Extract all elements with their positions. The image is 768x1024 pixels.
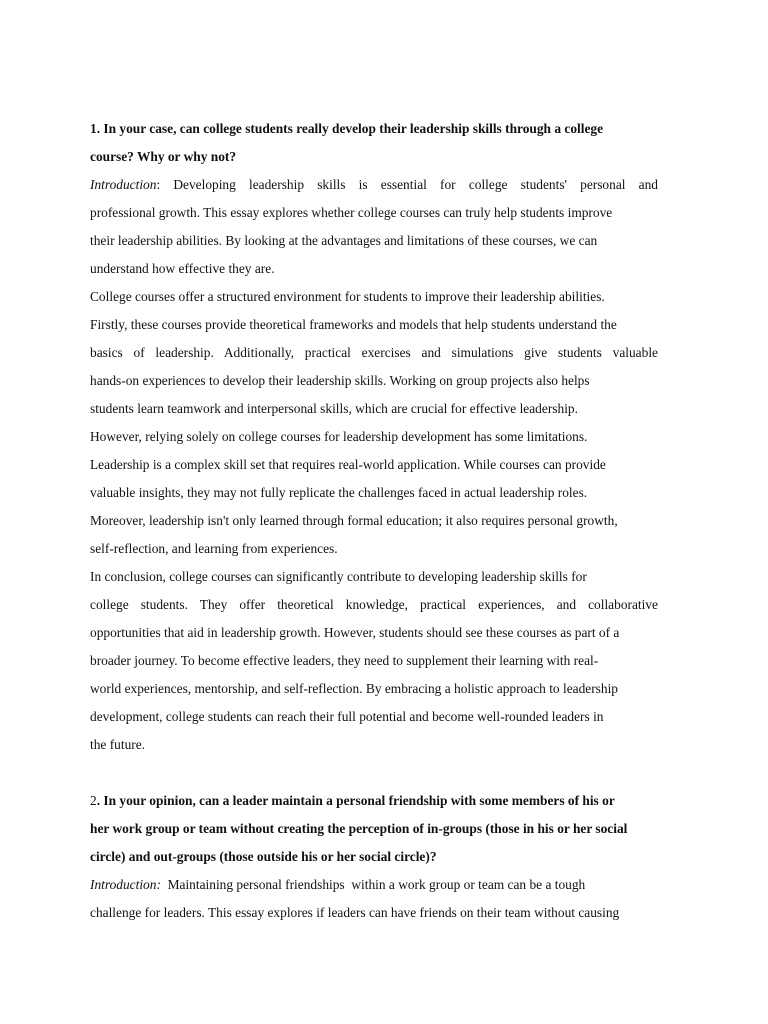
q1-line-19: development, college students can reach their full potential and become well-rounded leaders in [90,709,604,724]
q1-line-17: broader journey. To become effective leaders, they need to supplement their learning with real- [90,653,599,668]
q2-heading-line-1 [90,787,658,815]
q1-intro-text: : Developing leadership skills is essential for college students' personal and [156,177,658,192]
q1-line-7: hands-on experiences to develop their leadership skills. Working on group projects also helps [90,373,590,388]
q2-intro-label: Introduction: [90,877,161,892]
q2-heading-text: . In your opinion, can a leader maintain a personal friendship with some members of his or [96,793,615,808]
q1-heading-line-2: course? Why or why not? [90,149,237,164]
q1-intro-line [90,171,658,199]
q1-intro-label: Introduction [90,177,157,192]
q1-line-11: valuable insights, they may not fully replicate the challenges faced in actual leadership roles. [90,485,588,500]
document-body [90,115,658,927]
q2-intro-text: Maintaining personal friendships within a work group or team can be a tough [160,877,586,892]
q1-line-1: professional growth. This essay explores whether college courses can truly help students improve [90,205,613,220]
q1-line-13: self-reflection, and learning from experiences. [90,541,338,556]
q1-line-9: However, relying solely on college courses for leadership development has some limitations. [90,429,588,444]
q1-line-3: understand how effective they are. [90,261,275,276]
q1-line-16: opportunities that aid in leadership growth. However, students should see these courses as part of a [90,625,620,640]
q2-intro-line [90,871,658,899]
q1-line-2: their leadership abilities. By looking at the advantages and limitations of these courses, we can [90,233,598,248]
q1-line-10: Leadership is a complex skill set that requires real-world application. While courses can provide [90,457,606,472]
q1-heading-line-1: 1. In your case, can college students really develop their leadership skills through a college [90,121,604,136]
q1-line-8: students learn teamwork and interpersonal skills, which are crucial for effective leadership. [90,401,578,416]
q1-line-14: In conclusion, college courses can significantly contribute to developing leadership skills for [90,569,587,584]
q1-line-5: Firstly, these courses provide theoretical frameworks and models that help students understand the [90,317,617,332]
q1-line-20: the future. [90,737,146,752]
q1-line-4: College courses offer a structured environment for students to improve their leadership abilities. [90,289,605,304]
q2-number: 2 [90,793,97,808]
q2-heading-line-3: circle) and out-groups (those outside his or her social circle)? [90,849,437,864]
q1-line-18: world experiences, mentorship, and self-reflection. By embracing a holistic approach to leadership [90,681,619,696]
q1-line-12: Moreover, leadership isn't only learned through formal education; it also requires personal growth, [90,513,618,528]
q2-line-1: challenge for leaders. This essay explores if leaders can have friends on their team without causing [90,905,620,920]
q2-heading-line-2: her work group or team without creating the perception of in-groups (those in his or her social [90,821,628,836]
q1-line-15: college students. They offer theoretical knowledge, practical experiences, and collaborative [90,597,658,612]
q1-line-6: basics of leadership. Additionally, practical exercises and simulations give students valuable [90,345,658,360]
section-gap [90,759,658,787]
